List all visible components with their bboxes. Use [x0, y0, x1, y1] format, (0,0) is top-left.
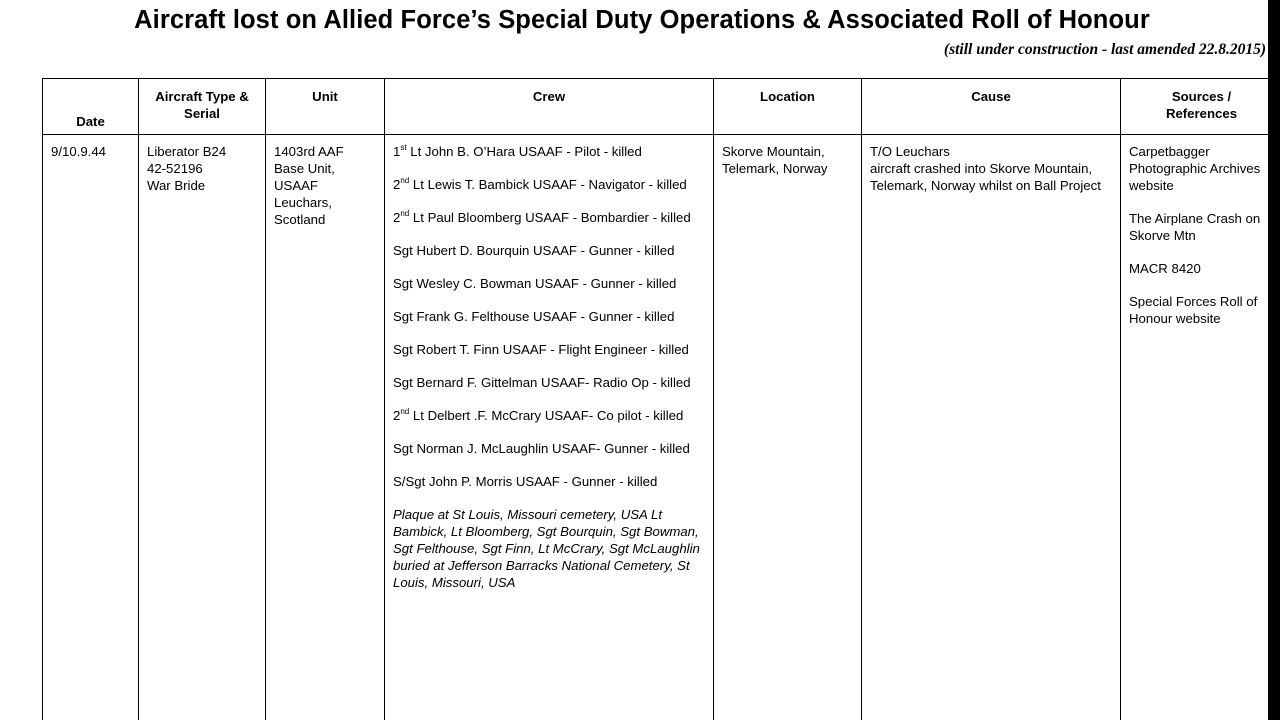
aircraft-serial: 42-52196 [147, 161, 203, 176]
cell-unit [266, 135, 385, 720]
unit-line: USAAF [274, 178, 318, 193]
crew-member: 2nd Lt Delbert .F. McCrary USAAF- Co pilot - killed [393, 406, 684, 423]
document-subtitle: (still under construction - last amended 22.8.2015) [943, 41, 1266, 58]
source-item: Carpetbagger Photographic Archives website [1129, 144, 1261, 193]
source-item: The Airplane Crash on Skorve Mtn [1129, 211, 1261, 243]
crew-member: Sgt Wesley C. Bowman USAAF - Gunner - killed [393, 276, 677, 291]
header-sources-line2: References [1165, 106, 1238, 121]
crew-member: 1st Lt John B. O’Hara USAAF - Pilot - killed [393, 142, 642, 159]
source-item: Special Forces Roll of Honour website [1129, 294, 1258, 326]
cause-detail: aircraft crashed into Skorve Mountain, Telemark, Norway whilst on Ball Project [870, 161, 1101, 193]
plaque-note: Plaque at St Louis, Missouri cemetery, USA Lt Bambick, Lt Bloomberg, Sgt Bourquin, Sgt Bowman, Sgt Felthouse, Sgt Finn, Lt McCrary, Sgt McLaughlin buried at Jefferson Barracks National Cemetery, St Louis, Missouri, USA [393, 507, 700, 590]
cell-sources [1121, 135, 1280, 720]
header-aircraft [139, 79, 266, 135]
header-location: Location [714, 79, 862, 135]
cell-crew [385, 135, 714, 720]
header-sources [1121, 79, 1280, 135]
cell-location: Skorve Mountain, Telemark, Norway [714, 135, 862, 720]
unit-line: Leuchars, [274, 195, 332, 210]
aircraft-name: War Bride [147, 178, 206, 193]
header-sources-line1: Sources / [1171, 89, 1232, 104]
header-date: Date [43, 79, 139, 135]
crew-member: Sgt Hubert D. Bourquin USAAF - Gunner - killed [393, 243, 675, 258]
aircraft-type: Liberator B24 [147, 144, 227, 159]
cause-takeoff: T/O Leuchars [870, 144, 950, 159]
cell-aircraft [139, 135, 266, 720]
crew-member: S/Sgt John P. Morris USAAF - Gunner - killed [393, 474, 658, 489]
table-row [43, 135, 1280, 720]
cell-cause [862, 135, 1121, 720]
cell-date: 9/10.9.44 [43, 135, 139, 720]
header-crew: Crew [385, 79, 714, 135]
source-item: MACR 8420 [1129, 261, 1201, 276]
unit-line: Base Unit, [274, 161, 335, 176]
crew-member: Sgt Frank G. Felthouse USAAF - Gunner - killed [393, 309, 675, 324]
header-unit: Unit [266, 79, 385, 135]
header-aircraft-line1: Aircraft Type & [155, 89, 249, 104]
unit-line: 1403rd AAF [274, 144, 344, 159]
crew-member: Sgt Robert T. Finn USAAF - Flight Engineer - killed [393, 342, 689, 357]
unit-line: Scotland [274, 212, 326, 227]
crew-member: 2nd Lt Lewis T. Bambick USAAF - Navigator - killed [393, 175, 687, 192]
crew-member: 2nd Lt Paul Bloomberg USAAF - Bombardier - killed [393, 208, 691, 225]
crew-member: Sgt Bernard F. Gittelman USAAF- Radio Op - killed [393, 375, 691, 390]
header-aircraft-line2: Serial [184, 106, 220, 121]
table-header-row [43, 79, 1280, 135]
document-title: Aircraft lost on Allied Force’s Special Duty Operations & Associated Roll of Honour [134, 6, 1150, 34]
header-cause: Cause [862, 79, 1121, 135]
crew-member: Sgt Norman J. McLaughlin USAAF- Gunner - killed [393, 441, 690, 456]
roll-of-honour-table [42, 78, 1280, 720]
